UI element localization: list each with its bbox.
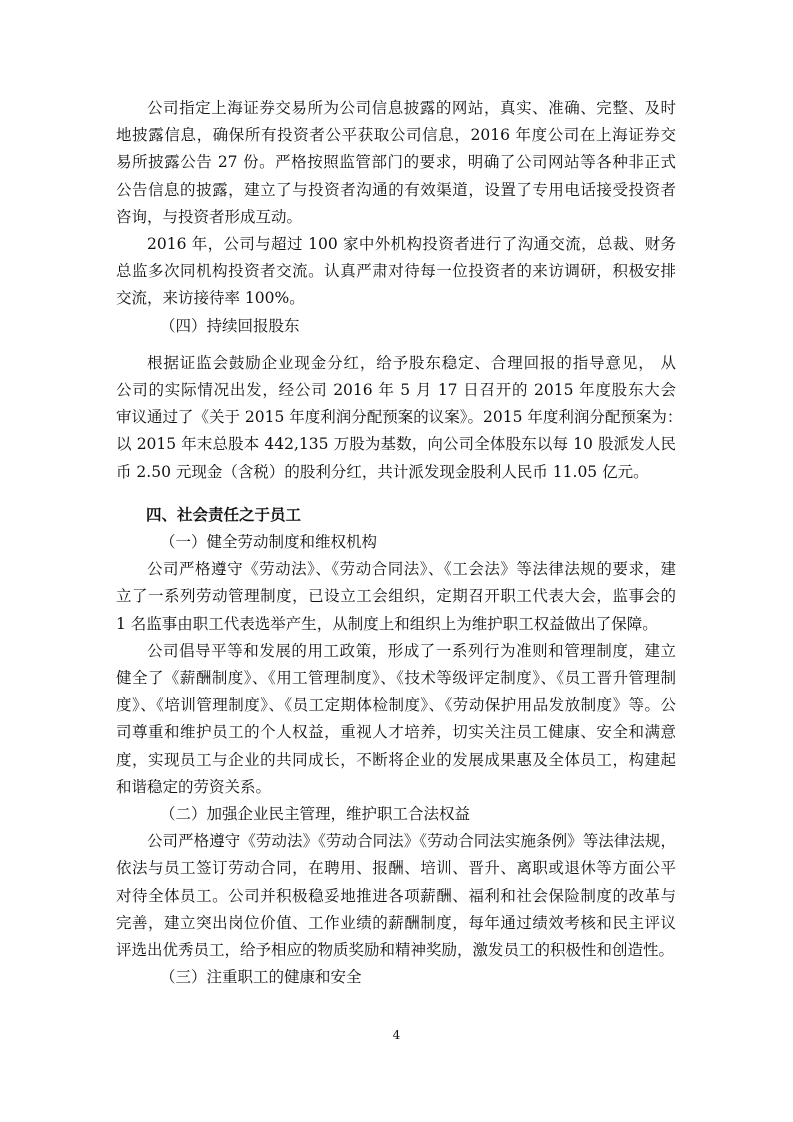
section-title-employees: 四、社会责任之于员工 [146, 505, 302, 524]
paragraph-labor-contracts [116, 828, 676, 964]
text-line: 易所披露公告 27 份。严格按照监管部门的要求，明确了公司网站等各种非正式 [116, 153, 676, 172]
paragraph-disclosure [116, 95, 676, 231]
spacer [116, 486, 676, 502]
subheading-shareholder-return: （四）持续回报股东 [160, 316, 300, 335]
text-line: 公司严格遵守《劳动法》、《劳动合同法》、《工会法》等法律法规的要求，建 [147, 560, 676, 579]
text-line: 司尊重和维护员工的个人权益，重视人才培养，切实关注员工健康、安全和满意 [116, 723, 676, 742]
paragraph-dividend [116, 350, 683, 486]
text-line: 依法与员工签订劳动合同，在聘用、报酬、培训、晋升、离职或退休等方面公平 [116, 859, 676, 878]
text-line: 健全了《薪酬制度》、《用工管理制度》、《技术等级评定制度》、《员工晋升管理制 [116, 669, 676, 688]
text-line: 根据证监会鼓励企业现金分红，给予股东稳定、合理回报的指导意见， 从 [147, 353, 676, 372]
text-line: 总监多次同机构投资者交流。认真严肃对待每一位投资者的来访调研，积极安排 [116, 262, 676, 281]
subheading-democratic-management: （二）加强企业民主管理，维护职工合法权益 [160, 805, 471, 824]
paragraph-employment-policy [116, 638, 676, 801]
text-line: 公司的实际情况出发，经公司 2016 年 5 月 17 日召开的 2015 年度股东大会 [116, 381, 676, 400]
subheading-labor-system: （一）健全劳动制度和维权机构 [160, 533, 378, 552]
text-line: 完善，建立突出岗位价值、工作业绩的薪酬制度，每年通过绩效考核和民主评议 [116, 913, 676, 932]
spacer [116, 340, 676, 350]
text-line: 公司指定上海证券交易所为公司信息披露的网站，真实、准确、完整、及时 [147, 99, 676, 117]
text-line: 对待全体员工。公司并积极稳妥地推进各项薪酬、福利和社会保险制度的改革与 [116, 886, 676, 905]
text-line: 度》、《培训管理制度》、《员工定期体检制度》、《劳动保护用品发放制度》等。公 [116, 696, 676, 715]
text-line: 公告信息的披露，建立了与投资者沟通的有效渠道，设置了专用电话接受投资者 [116, 180, 676, 199]
subheading-health-safety: （三）注重职工的健康和安全 [160, 968, 362, 987]
text-line: 公司严格遵守《劳动法》《劳动合同法》《劳动合同法实施条例》等法律法规， [147, 832, 676, 851]
text-line: 咨询，与投资者形成互动。 [116, 207, 303, 226]
text-line: 评选出优秀员工，给予相应的物质奖励和精神奖励，激发员工的积极性和创造性。 [116, 941, 675, 960]
text-line: 度，实现员工与企业的共同成长，不断将企业的发展成果惠及全体员工，构建起 [116, 750, 676, 769]
text-line: 币 2.50 元现金（含税）的股利分红，共计派发现金股利人民币 11.05 亿元。 [116, 462, 649, 481]
paragraph-labor-law [116, 556, 676, 638]
text-line: 公司倡导平等和发展的用工政策，形成了一系列行为准则和管理制度，建立 [147, 641, 676, 660]
paragraph-investor-exchange [116, 231, 676, 313]
text-line: 以 2015 年末总股本 442,135 万股为基数，向公司全体股东以每 10 股派发人民 [116, 435, 676, 454]
page-number: 4 [392, 1028, 401, 1042]
text-line: 立了一系列劳动管理制度，已设立工会组织，定期召开职工代表大会，监事会的 [116, 587, 676, 606]
text-line: 审议通过了《关于 2015 年度利润分配预案的议案》。2015 年度利润分配预案为： [116, 408, 683, 427]
document-body [116, 95, 683, 992]
text-line: 1 名监事由职工代表选举产生，从制度上和组织上为维护职工权益做出了保障。 [116, 614, 658, 633]
text-line: 2016 年，公司与超过 100 家中外机构投资者进行了沟通交流，总裁、财务 [147, 235, 676, 254]
text-line: 地披露信息，确保所有投资者公平获取公司信息，2016 年度公司在上海证券交 [116, 126, 676, 145]
text-line: 交流，来访接待率 100%。 [116, 289, 305, 308]
text-line: 和谐稳定的劳资关系。 [116, 777, 272, 796]
